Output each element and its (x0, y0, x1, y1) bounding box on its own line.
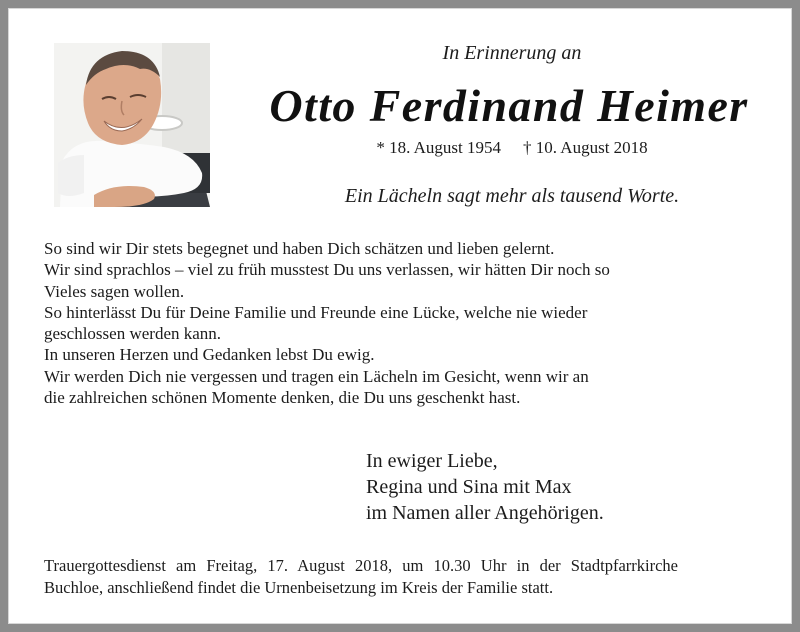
service-info (44, 555, 678, 599)
service-line: Buchloe, anschließend findet die Urnenbeisetzung im Kreis der Familie statt. (44, 578, 554, 597)
life-dates (269, 138, 755, 158)
birth-date: * 18. August 1954 (376, 138, 501, 157)
intro-text: In Erinnerung an (442, 42, 582, 64)
body-line: die zahlreichen schönen Momente denken, die Du uns geschenkt hast. (44, 388, 521, 408)
body-line: Vieles sagen wollen. (44, 281, 185, 301)
service-line: Trauergottesdienst am Freitag, 17. August 2018, um 10.30 Uhr in der Stadtpfarrkirche (44, 556, 678, 575)
signature-line: im Namen aller Angehörigen. (366, 502, 604, 524)
body-line: Wir sind sprachlos – viel zu früh musstest Du uns verlassen, wir hätten Dir noch so (44, 260, 610, 280)
portrait-photo (54, 43, 210, 207)
body-line: geschlossen werden kann. (44, 324, 222, 344)
signature-line: In ewiger Liebe, (366, 450, 498, 472)
signature-line: Regina und Sina mit Max (366, 476, 572, 498)
notice-body (44, 238, 764, 408)
body-line: So hinterlässt Du für Deine Familie und Freunde eine Lücke, welche nie wieder (44, 302, 588, 322)
signature-block (366, 448, 746, 526)
body-line: So sind wir Dir stets begegnet und haben Dich schätzen und lieben gelernt. (44, 239, 555, 258)
motto: Ein Lächeln sagt mehr als tausend Worte. (344, 185, 680, 207)
death-date: † 10. August 2018 (523, 138, 648, 157)
deceased-name: Otto Ferdinand Heimer (269, 80, 749, 131)
body-line: In unseren Herzen und Gedanken lebst Du ewig. (44, 345, 375, 365)
body-line: Wir werden Dich nie vergessen und tragen ein Lächeln im Gesicht, wenn wir an (44, 366, 589, 386)
notice-card (8, 8, 792, 624)
